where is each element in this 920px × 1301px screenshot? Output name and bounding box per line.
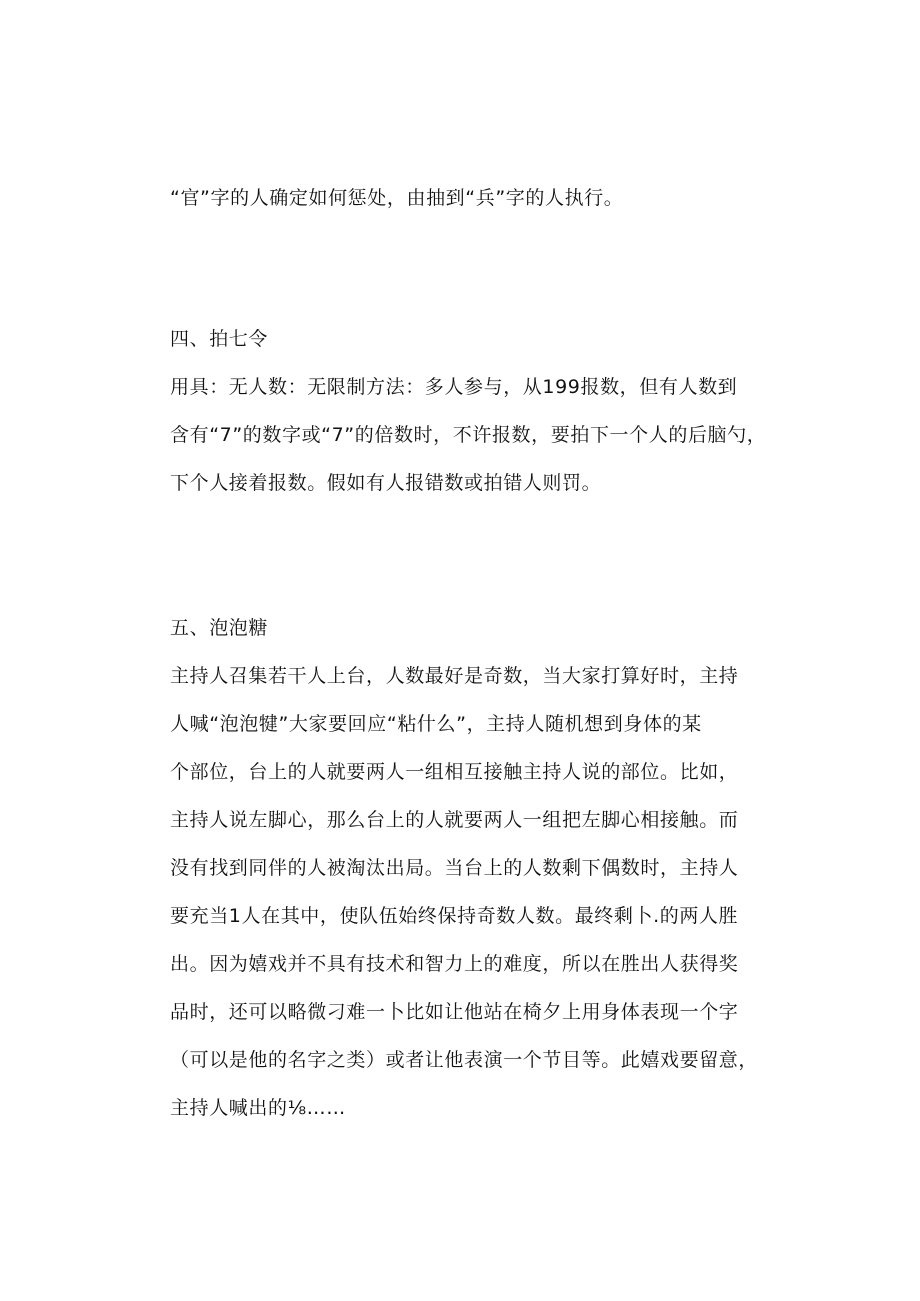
paragraph-line: 含有“7”的数字或“7”的倍数时，不许报数，要拍下一个人的后脑勺， (170, 424, 767, 446)
paragraph-line: 没有找到同伴的人被淘汰出局。当台上的人数剩下偶数时，主持人 (170, 857, 739, 879)
paragraph-line: 主持人喊出的⅛…… (170, 1097, 346, 1119)
paragraph-line: 主持人说左脚心，那么台上的人就要两人一组把左脚心相接触。而 (170, 809, 739, 831)
paragraph-line: 出。因为嬉戏并不具有技术和智力上的难度，所以在胜出人获得奖 (170, 953, 739, 975)
paragraph-line: 品时，还可以略微刁难一卜比如让他站在椅夕上用身体表现一个字 (170, 1001, 739, 1023)
intro-line: “官”字的人确定如何惩处，由抽到“兵”字的人执行。 (170, 187, 624, 209)
paragraph-line: 人喊“泡泡犍”大家要回应“粘什么”，主持人随机想到身体的某 (170, 713, 702, 735)
section-heading-pao-pao-tang: 五、泡泡糖 (170, 617, 269, 639)
paragraph-line: （可以是他的名字之类）或者让他表演一个节目等。此嬉戏要留意， (170, 1049, 759, 1071)
paragraph-line: 下个人接着报数。假如有人报错数或拍错人则罚。 (170, 472, 602, 494)
paragraph-line: 个部位，台上的人就要两人一组相互接触主持人说的部位。比如， (170, 761, 739, 783)
paragraph-line: 用具：无人数：无限制方法：多人参与，从199报数，但有人数到 (170, 376, 738, 398)
section-heading-pai-qi-ling: 四、拍七令 (170, 328, 269, 350)
paragraph-line: 要充当1人在其中，使队伍始终保持奇数人数。最终剩卜.的两人胜 (170, 905, 739, 927)
paragraph-line: 主持人召集若干人上台，人数最好是奇数，当大家打算好时，主持 (170, 665, 739, 687)
